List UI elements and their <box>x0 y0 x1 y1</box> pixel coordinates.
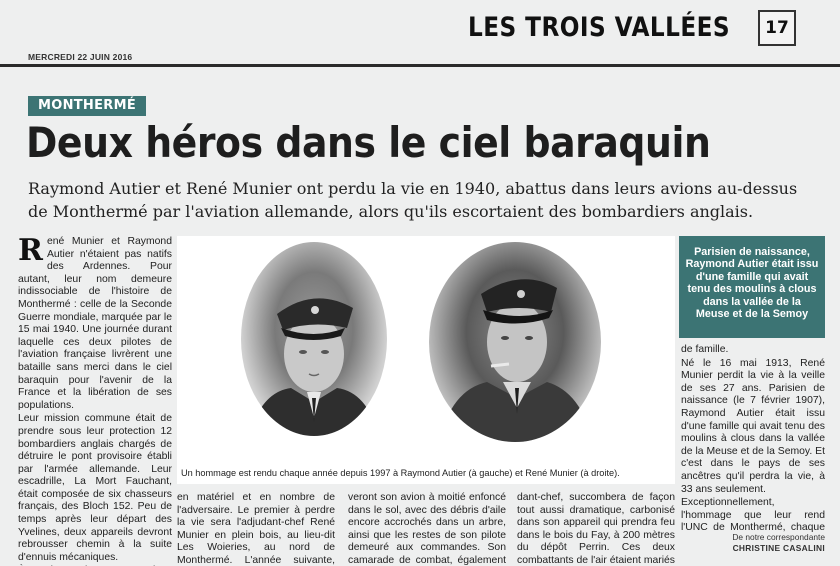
portrait-rene-munier <box>429 242 601 442</box>
article-column-2 <box>177 492 335 566</box>
byline <box>681 532 825 554</box>
issue-date: MERCREDI 22 JUIN 2016 <box>28 52 133 62</box>
article-deck: Raymond Autier et René Munier ont perdu la vie en 1940, abattus dans leurs avions au-dessus de Monthermé par l'aviation allemande, alors qu'ils escortaient des bombardiers anglais. <box>28 179 798 221</box>
paragraph-text: ené Munier et Raymond Autier n'étaient pas natifs des Ardennes. Pour autant, leur nom demeure indissociable de l'histoire de Monthermé : celle de la Seconde Guerre mondiale, marquée par le 15 mai 1940. Une journée durant laquelle ces deux pilotes de l'aviation française livrèrent une bataille sans merci dans le ciel baraquin pour l'avenir de la France et la libération de ses populations. <box>18 236 172 411</box>
paragraph: Leur mission commune était de prendre sous leur protection 12 bombardiers anglais chargés de détruire le pont provisoire établi par l'armée allemande. Leur escadrille, La Mort Fauchant, était composée de six chasseurs français, des Bloch 152. Peu de temps après leur départ des Yvelines, deux appareils devront rebrousser chemin à la suite d'ennuis mécaniques. <box>18 413 172 563</box>
paragraph <box>18 236 172 412</box>
byline-author: CHRISTINE CASALINI <box>732 543 825 553</box>
photo-caption: Un hommage est rendu chaque année depuis 1997 à Raymond Autier (à gauche) et René Munier (à droite). <box>181 468 620 478</box>
article-column-5 <box>681 344 825 534</box>
article-headline: Deux héros dans le ciel baraquin <box>26 118 711 167</box>
paragraph: Né le 16 mai 1913, René Munier perdit la vie à la veille de ses 27 ans. Parisien de naissance (le 7 février 1907), Raymond Autier était issu d'une famille qui avait tenu des moulins à clous dans la vallée de la Meuse et de la Semoy. Et c'est dans le pays de ses ancêtres qu'il perdra la vie, à 33 ans seulement. <box>681 357 825 495</box>
photo-panel <box>177 236 675 484</box>
pull-quote-box: Parisien de naissance, Raymond Autier était issu d'une famille qui avait tenu des moulins à clous dans la vallée de la Meuse et de la Semoy <box>679 236 825 338</box>
paragraph: en matériel et en nombre de l'adversaire. Le premier à perdre la vie sera l'adjudant-chef René Munier en plein bois, au lieu-dit Les Woieries, au nord de Monthermé. L'année suivante, <box>177 492 335 566</box>
article-column-1 <box>18 236 172 566</box>
article-column-4 <box>517 492 675 566</box>
page-number: 17 <box>758 10 796 46</box>
portrait-raymond-autier <box>241 242 387 436</box>
portrait-2-drawing <box>429 242 601 442</box>
article-column-3 <box>348 492 506 566</box>
paragraph: Exceptionnellement, l'hommage que leur rend l'UNC de Monthermé, chaque <box>681 497 825 534</box>
paragraph: de famille. <box>681 344 729 355</box>
location-kicker: MONTHERMÉ <box>28 96 146 116</box>
masthead <box>468 8 828 48</box>
masthead-rule <box>0 64 840 67</box>
paragraph: veront son avion à moitié enfoncé dans le sol, avec des débris d'aile encore accrochés dans un arbre, ainsi que les restes de son pilote demeuré aux commandes. Son camarade de combat, également <box>348 492 506 566</box>
byline-label: De notre correspondante <box>732 532 825 542</box>
section-title: LES TROIS VALLÉES <box>468 12 731 43</box>
paragraph: dant-chef, succombera de façon tout aussi dramatique, carbonisé dans son appareil qui prendra feu dans le bois du Fay, à 200 mètres du dépôt Perrin. Ces deux combattants de l'air étaient mariés <box>517 492 675 566</box>
portrait-1-drawing <box>241 242 387 436</box>
drop-cap: R <box>18 236 43 268</box>
